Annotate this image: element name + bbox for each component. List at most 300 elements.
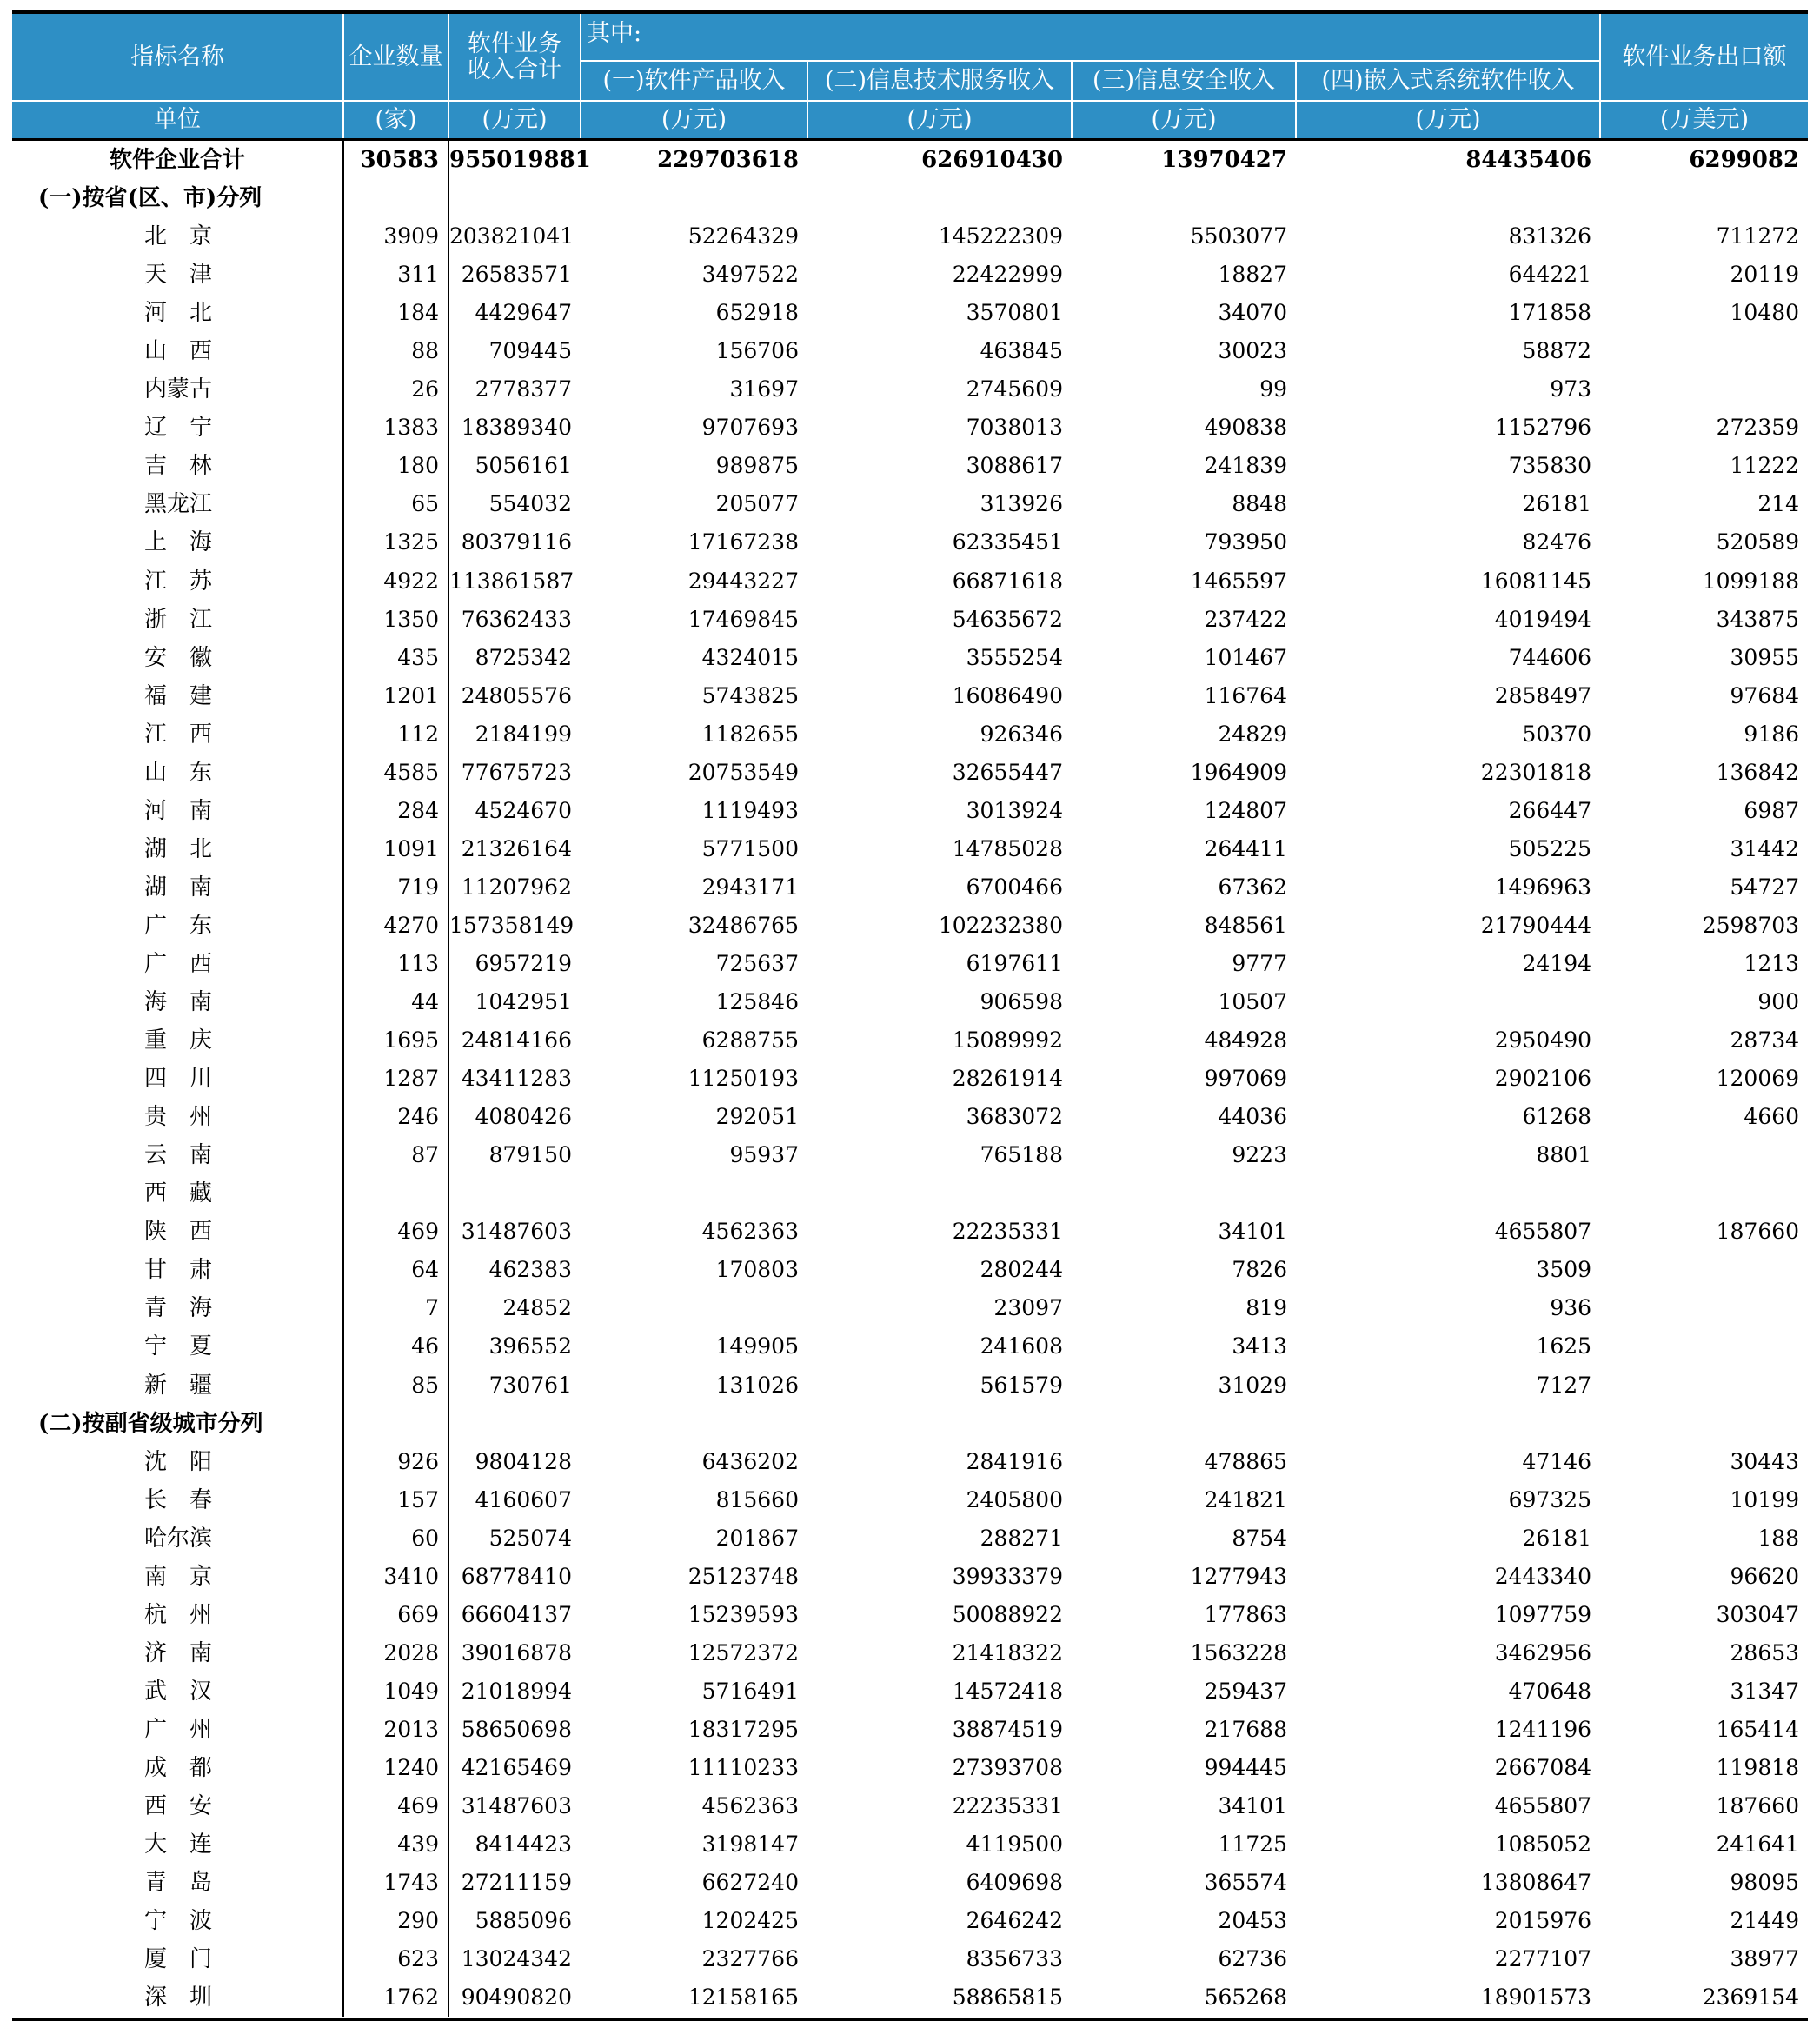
cell-value: 765188 xyxy=(980,1142,1063,1168)
cell-value: 25123748 xyxy=(687,1563,799,1589)
table-row xyxy=(12,1136,1808,1174)
cell-value: 470648 xyxy=(1508,1678,1592,1704)
cell-value: 38874519 xyxy=(952,1716,1063,1742)
cell-value: 11222 xyxy=(1730,453,1800,479)
top-rule xyxy=(12,10,1808,14)
total-value: 84435406 xyxy=(1465,147,1592,174)
cell-value xyxy=(581,1174,807,1213)
total-value: 30583 xyxy=(343,140,448,180)
cell-value: 292051 xyxy=(715,1104,799,1130)
region-name: 内蒙古 xyxy=(144,376,213,403)
cell-value: 1496963 xyxy=(1494,874,1592,900)
cell-value: 906598 xyxy=(980,989,1063,1015)
cell-value: 31697 xyxy=(729,376,799,402)
cell-value: 288271 xyxy=(980,1525,1063,1551)
cell-value: 1097759 xyxy=(1494,1601,1592,1627)
table-body xyxy=(12,140,1808,2018)
cell-value: 396552 xyxy=(488,1333,572,1360)
cell-value: 1049 xyxy=(343,1672,448,1711)
cell-value: 303047 xyxy=(1716,1601,1800,1627)
table-row xyxy=(12,792,1808,830)
cell-value: 241839 xyxy=(1204,453,1287,479)
cell-value: 7 xyxy=(343,1289,448,1327)
unit-it-service: (万元) xyxy=(807,101,1072,140)
cell-value: 21326164 xyxy=(461,835,572,861)
table-row xyxy=(12,256,1808,294)
region-name: 上 海 xyxy=(144,529,213,556)
cell-value: 1201 xyxy=(343,677,448,715)
cell-value: 50370 xyxy=(1522,721,1592,747)
cell-value: 1099188 xyxy=(1702,568,1800,594)
cell-value: 26583571 xyxy=(461,262,572,288)
cell-value xyxy=(807,1174,1072,1213)
cell-value: 2028 xyxy=(343,1634,448,1672)
cell-value: 5743825 xyxy=(701,682,799,708)
cell-value: 5716491 xyxy=(701,1678,799,1704)
cell-value: 241608 xyxy=(980,1333,1063,1360)
total-value: 229703618 xyxy=(657,147,799,174)
cell-value: 744606 xyxy=(1508,644,1592,670)
table-row xyxy=(12,332,1808,370)
table-row xyxy=(12,1481,1808,1519)
table-row xyxy=(12,677,1808,715)
total-value: 13970427 xyxy=(1161,147,1287,174)
cell-value: 31487603 xyxy=(461,1793,572,1819)
cell-value: 1119493 xyxy=(701,797,799,823)
cell-value: 145222309 xyxy=(938,223,1063,249)
cell-value: 505225 xyxy=(1508,835,1592,861)
region-name: 安 徽 xyxy=(144,644,213,671)
cell-value: 31347 xyxy=(1730,1678,1800,1704)
cell-value: 1241196 xyxy=(1494,1716,1592,1742)
cell-value: 149905 xyxy=(715,1333,799,1360)
cell-value: 9186 xyxy=(1744,721,1800,747)
cell-value: 815660 xyxy=(715,1486,799,1512)
total-value: 955019881 xyxy=(449,147,591,174)
region-name: 深 圳 xyxy=(144,1984,213,2011)
software-income-header-line2: 收入合计 xyxy=(468,56,561,83)
cell-value: 62736 xyxy=(1218,1946,1287,1972)
cell-value xyxy=(581,1289,807,1327)
cell-value: 1091 xyxy=(343,830,448,868)
region-name: 广 州 xyxy=(144,1716,213,1743)
cell-value: 13808647 xyxy=(1480,1870,1592,1896)
cell-value: 439 xyxy=(343,1825,448,1864)
unit-software-income: (万元) xyxy=(448,101,581,140)
cell-value: 64 xyxy=(343,1251,448,1289)
cell-value: 26 xyxy=(343,370,448,409)
cell-value: 44 xyxy=(343,983,448,1021)
cell-value: 3462956 xyxy=(1494,1639,1592,1665)
security-income-header: (三)信息安全收入 xyxy=(1072,61,1296,101)
unit-security: (万元) xyxy=(1072,101,1296,140)
cell-value: 38977 xyxy=(1730,1946,1800,1972)
table-row xyxy=(12,907,1808,945)
cell-value: 989875 xyxy=(715,453,799,479)
cell-value: 24852 xyxy=(502,1295,572,1321)
table-row xyxy=(12,1443,1808,1481)
table-row xyxy=(12,1902,1808,1940)
cell-value: 831326 xyxy=(1508,223,1592,249)
table-row xyxy=(12,1558,1808,1596)
cell-value: 31029 xyxy=(1218,1372,1287,1398)
cell-value: 2841916 xyxy=(966,1448,1063,1474)
cell-value: 101467 xyxy=(1204,644,1287,670)
table-row xyxy=(12,370,1808,409)
cell-value: 50088922 xyxy=(952,1601,1063,1627)
cell-value: 711272 xyxy=(1716,223,1800,249)
cell-value: 6627240 xyxy=(701,1870,799,1896)
table-row xyxy=(12,1825,1808,1864)
cell-value: 15239593 xyxy=(687,1601,799,1627)
cell-value: 2778377 xyxy=(475,376,572,402)
cell-value: 848561 xyxy=(1204,912,1287,938)
region-name: 广 西 xyxy=(144,951,213,977)
cell-value: 1085052 xyxy=(1494,1832,1592,1858)
cell-value: 484928 xyxy=(1204,1027,1287,1054)
cell-value xyxy=(1600,1174,1808,1213)
cell-value: 469 xyxy=(343,1213,448,1251)
software-income-header-line1: 软件业务 xyxy=(468,30,561,57)
cell-value: 1625 xyxy=(1536,1333,1592,1360)
cell-value: 879150 xyxy=(488,1142,572,1168)
cell-value: 9804128 xyxy=(475,1448,572,1474)
cell-value: 67362 xyxy=(1218,874,1287,900)
cell-value: 61268 xyxy=(1522,1104,1592,1130)
region-name: 宁 波 xyxy=(144,1908,213,1935)
software-income-header xyxy=(448,14,581,101)
enterprise-count-header: 企业数量 xyxy=(343,14,448,101)
cell-value: 22235331 xyxy=(952,1219,1063,1245)
cell-value: 116764 xyxy=(1204,682,1287,708)
cell-value: 246 xyxy=(343,1098,448,1136)
cell-value: 22235331 xyxy=(952,1793,1063,1819)
cell-value: 39933379 xyxy=(952,1563,1063,1589)
cell-value: 3410 xyxy=(343,1558,448,1596)
cell-value: 32655447 xyxy=(952,759,1063,785)
table-row xyxy=(12,1251,1808,1289)
region-name: 厦 门 xyxy=(144,1946,213,1973)
cell-value: 87 xyxy=(343,1136,448,1174)
cell-value: 16086490 xyxy=(952,682,1063,708)
cell-value: 237422 xyxy=(1204,606,1287,632)
cell-value: 365574 xyxy=(1204,1870,1287,1896)
table-row xyxy=(12,1519,1808,1558)
region-name: 宁 夏 xyxy=(144,1333,213,1360)
region-name: 青 海 xyxy=(144,1295,213,1322)
cell-value: 98095 xyxy=(1730,1870,1800,1896)
cell-value xyxy=(448,1174,581,1213)
cell-value: 697325 xyxy=(1508,1486,1592,1512)
region-name: 西 安 xyxy=(144,1793,213,1820)
cell-value: 32486765 xyxy=(687,912,799,938)
cell-value: 900 xyxy=(1757,989,1800,1015)
cell-value xyxy=(1600,332,1808,370)
cell-value: 23097 xyxy=(993,1295,1063,1321)
cell-value: 102232380 xyxy=(938,912,1063,938)
cell-value: 8801 xyxy=(1536,1142,1592,1168)
region-name: 浙 江 xyxy=(144,606,213,633)
cell-value: 926 xyxy=(343,1443,448,1481)
cell-value: 46 xyxy=(343,1327,448,1366)
cell-value: 6957219 xyxy=(475,951,572,976)
cell-value: 187660 xyxy=(1716,1793,1800,1819)
cell-value: 124807 xyxy=(1204,797,1287,823)
cell-value xyxy=(1296,983,1600,1021)
region-name: 江 西 xyxy=(144,721,213,748)
section-row xyxy=(12,179,1808,217)
region-name: 山 西 xyxy=(144,338,213,365)
cell-value: 8414423 xyxy=(475,1832,572,1858)
cell-value: 120069 xyxy=(1716,1066,1800,1092)
cell-value: 42165469 xyxy=(461,1754,572,1780)
region-name: 福 建 xyxy=(144,682,213,709)
cell-value: 709445 xyxy=(488,338,572,364)
table-header xyxy=(12,14,1808,140)
region-name: 长 春 xyxy=(144,1486,213,1513)
cell-value: 113861587 xyxy=(449,568,575,594)
cell-value: 28261914 xyxy=(952,1066,1063,1092)
cell-value: 4080426 xyxy=(475,1104,572,1130)
cell-value: 1383 xyxy=(343,409,448,447)
cell-value: 136842 xyxy=(1716,759,1800,785)
cell-value: 6288755 xyxy=(701,1027,799,1054)
table-row xyxy=(12,945,1808,983)
cell-value: 10199 xyxy=(1730,1486,1800,1512)
cell-value: 2745609 xyxy=(966,376,1063,402)
cell-value: 28653 xyxy=(1730,1639,1800,1665)
cell-value: 12158165 xyxy=(687,1984,799,2011)
cell-value: 2184199 xyxy=(475,721,572,747)
cell-value: 1042951 xyxy=(475,989,572,1015)
cell-value: 80379116 xyxy=(461,529,572,555)
cell-value xyxy=(1296,1174,1600,1213)
cell-value: 644221 xyxy=(1508,262,1592,288)
cell-value: 60 xyxy=(343,1519,448,1558)
cell-value: 272359 xyxy=(1716,415,1800,441)
cell-value: 30023 xyxy=(1218,338,1287,364)
cell-value: 184 xyxy=(343,294,448,332)
cell-value: 4119500 xyxy=(966,1832,1063,1858)
cell-value: 14785028 xyxy=(952,835,1063,861)
cell-value: 18389340 xyxy=(461,415,572,441)
cell-value: 9223 xyxy=(1232,1142,1287,1168)
cell-value: 2277107 xyxy=(1494,1946,1592,1972)
cell-value: 20753549 xyxy=(687,759,799,785)
table-row xyxy=(12,639,1808,677)
cell-value: 435 xyxy=(343,639,448,677)
cell-value: 58872 xyxy=(1522,338,1592,364)
cell-value: 9777 xyxy=(1232,951,1287,976)
cell-value: 88 xyxy=(343,332,448,370)
cell-value: 58650698 xyxy=(461,1716,572,1742)
cell-value: 22301818 xyxy=(1480,759,1592,785)
cell-value: 311 xyxy=(343,256,448,294)
cell-value: 8725342 xyxy=(475,644,572,670)
cell-value: 1240 xyxy=(343,1749,448,1787)
cell-value: 7127 xyxy=(1536,1372,1592,1398)
region-name: 河 北 xyxy=(144,300,213,327)
total-row xyxy=(12,140,1808,180)
region-name: 成 都 xyxy=(144,1754,213,1781)
table-row xyxy=(12,217,1808,256)
table-row xyxy=(12,1711,1808,1749)
table-row xyxy=(12,715,1808,754)
cell-value xyxy=(343,1174,448,1213)
cell-value: 926346 xyxy=(980,721,1063,747)
cell-value: 6409698 xyxy=(966,1870,1063,1896)
cell-value: 462383 xyxy=(488,1257,572,1283)
cell-value: 7038013 xyxy=(966,415,1063,441)
cell-value: 203821041 xyxy=(449,223,575,249)
cell-value: 936 xyxy=(1550,1295,1592,1321)
embedded-income-header: (四)嵌入式系统软件收入 xyxy=(1296,61,1600,101)
cell-value: 11250193 xyxy=(687,1066,799,1092)
cell-value: 76362433 xyxy=(461,606,572,632)
cell-value: 82476 xyxy=(1522,529,1592,555)
cell-value: 4660 xyxy=(1744,1104,1800,1130)
table-row xyxy=(12,1749,1808,1787)
product-income-header: (一)软件产品收入 xyxy=(581,61,807,101)
statistics-table-sheet xyxy=(12,14,1808,2017)
region-name: 湖 北 xyxy=(144,835,213,862)
region-name: 甘 肃 xyxy=(144,1257,213,1284)
table-row xyxy=(12,1366,1808,1405)
table-row xyxy=(12,1787,1808,1825)
cell-value: 1287 xyxy=(343,1060,448,1098)
region-name: 四 川 xyxy=(144,1066,213,1093)
section-row xyxy=(12,1405,1808,1443)
cell-value: 2943171 xyxy=(701,874,799,900)
table-row xyxy=(12,1098,1808,1136)
cell-value: 11110233 xyxy=(687,1754,799,1780)
cell-value: 31487603 xyxy=(461,1219,572,1245)
table-row xyxy=(12,562,1808,601)
region-name: 陕 西 xyxy=(144,1219,213,1246)
cell-value: 280244 xyxy=(980,1257,1063,1283)
of-which-header: 其中: xyxy=(581,14,1600,61)
cell-value: 266447 xyxy=(1508,797,1592,823)
cell-value: 11207962 xyxy=(461,874,572,900)
cell-value: 997069 xyxy=(1204,1066,1287,1092)
table-row xyxy=(12,1596,1808,1634)
cell-value: 1152796 xyxy=(1494,415,1592,441)
cell-value: 10507 xyxy=(1218,989,1287,1015)
cell-value: 2646242 xyxy=(966,1908,1063,1934)
cell-value: 3013924 xyxy=(966,797,1063,823)
cell-value: 4019494 xyxy=(1494,606,1592,632)
cell-value: 6987 xyxy=(1744,797,1800,823)
cell-value: 793950 xyxy=(1204,529,1287,555)
cell-value: 156706 xyxy=(715,338,799,364)
cell-value: 21418322 xyxy=(952,1639,1063,1665)
cell-value: 5503077 xyxy=(1190,223,1287,249)
cell-value: 565268 xyxy=(1204,1984,1287,2011)
cell-value: 157358149 xyxy=(449,912,575,938)
cell-value: 1213 xyxy=(1744,951,1800,976)
unit-row xyxy=(12,101,1808,140)
cell-value: 994445 xyxy=(1204,1754,1287,1780)
cell-value xyxy=(1072,1174,1296,1213)
region-name: 重 庆 xyxy=(144,1027,213,1054)
cell-value: 2950490 xyxy=(1494,1027,1592,1054)
cell-value: 1277943 xyxy=(1190,1563,1287,1589)
cell-value: 652918 xyxy=(715,300,799,326)
cell-value: 469 xyxy=(343,1787,448,1825)
cell-value: 730761 xyxy=(488,1372,572,1398)
cell-value: 18901573 xyxy=(1480,1984,1592,2011)
table-row xyxy=(12,485,1808,523)
table-row xyxy=(12,1060,1808,1098)
cell-value: 1743 xyxy=(343,1864,448,1902)
region-name: 山 东 xyxy=(144,759,213,786)
unit-product-income: (万元) xyxy=(581,101,807,140)
region-name: 西 藏 xyxy=(144,1180,213,1207)
region-name: 沈 阳 xyxy=(144,1448,213,1475)
cell-value: 201867 xyxy=(715,1525,799,1551)
table-row xyxy=(12,1327,1808,1366)
cell-value: 6700466 xyxy=(966,874,1063,900)
cell-value: 52264329 xyxy=(687,223,799,249)
cell-value: 96620 xyxy=(1730,1563,1800,1589)
cell-value: 478865 xyxy=(1204,1448,1287,1474)
region-name: 河 南 xyxy=(144,797,213,824)
cell-value: 1964909 xyxy=(1190,759,1287,785)
region-name: 辽 宁 xyxy=(144,415,213,442)
cell-value: 24194 xyxy=(1522,951,1592,976)
cell-value: 27211159 xyxy=(461,1870,572,1896)
cell-value: 188 xyxy=(1757,1525,1800,1551)
cell-value: 24814166 xyxy=(461,1027,572,1054)
cell-value: 18827 xyxy=(1218,262,1287,288)
cell-value: 97684 xyxy=(1730,682,1800,708)
cell-value: 8754 xyxy=(1232,1525,1287,1551)
region-name: 云 南 xyxy=(144,1142,213,1169)
cell-value: 4524670 xyxy=(475,797,572,823)
cell-value: 187660 xyxy=(1716,1219,1800,1245)
cell-value: 3570801 xyxy=(966,300,1063,326)
cell-value: 24805576 xyxy=(461,682,572,708)
cell-value: 22422999 xyxy=(952,262,1063,288)
export-header: 软件业务出口额 xyxy=(1600,14,1808,101)
cell-value: 4160607 xyxy=(475,1486,572,1512)
cell-value: 214 xyxy=(1757,491,1800,517)
region-name: 武 汉 xyxy=(144,1678,213,1705)
region-name: 杭 州 xyxy=(144,1601,213,1628)
cell-value: 264411 xyxy=(1204,835,1287,861)
table-row xyxy=(12,1634,1808,1672)
cell-value: 6436202 xyxy=(701,1448,799,1474)
cell-value: 3509 xyxy=(1536,1257,1592,1283)
region-name: 北 京 xyxy=(144,223,213,250)
cell-value: 2013 xyxy=(343,1711,448,1749)
unit-enterprise: (家) xyxy=(343,101,448,140)
cell-value: 1762 xyxy=(343,1978,448,2017)
cell-value: 28734 xyxy=(1730,1027,1800,1054)
cell-value: 3909 xyxy=(343,217,448,256)
cell-value: 8356733 xyxy=(966,1946,1063,1972)
cell-value: 10480 xyxy=(1730,300,1800,326)
table-row xyxy=(12,1021,1808,1060)
cell-value: 125846 xyxy=(715,989,799,1015)
cell-value: 1182655 xyxy=(701,721,799,747)
cell-value: 66604137 xyxy=(461,1601,572,1627)
cell-value: 15089992 xyxy=(952,1027,1063,1054)
region-name: 吉 林 xyxy=(144,453,213,480)
cell-value: 2405800 xyxy=(966,1486,1063,1512)
table-row xyxy=(12,1940,1808,1978)
cell-value: 4655807 xyxy=(1494,1793,1592,1819)
